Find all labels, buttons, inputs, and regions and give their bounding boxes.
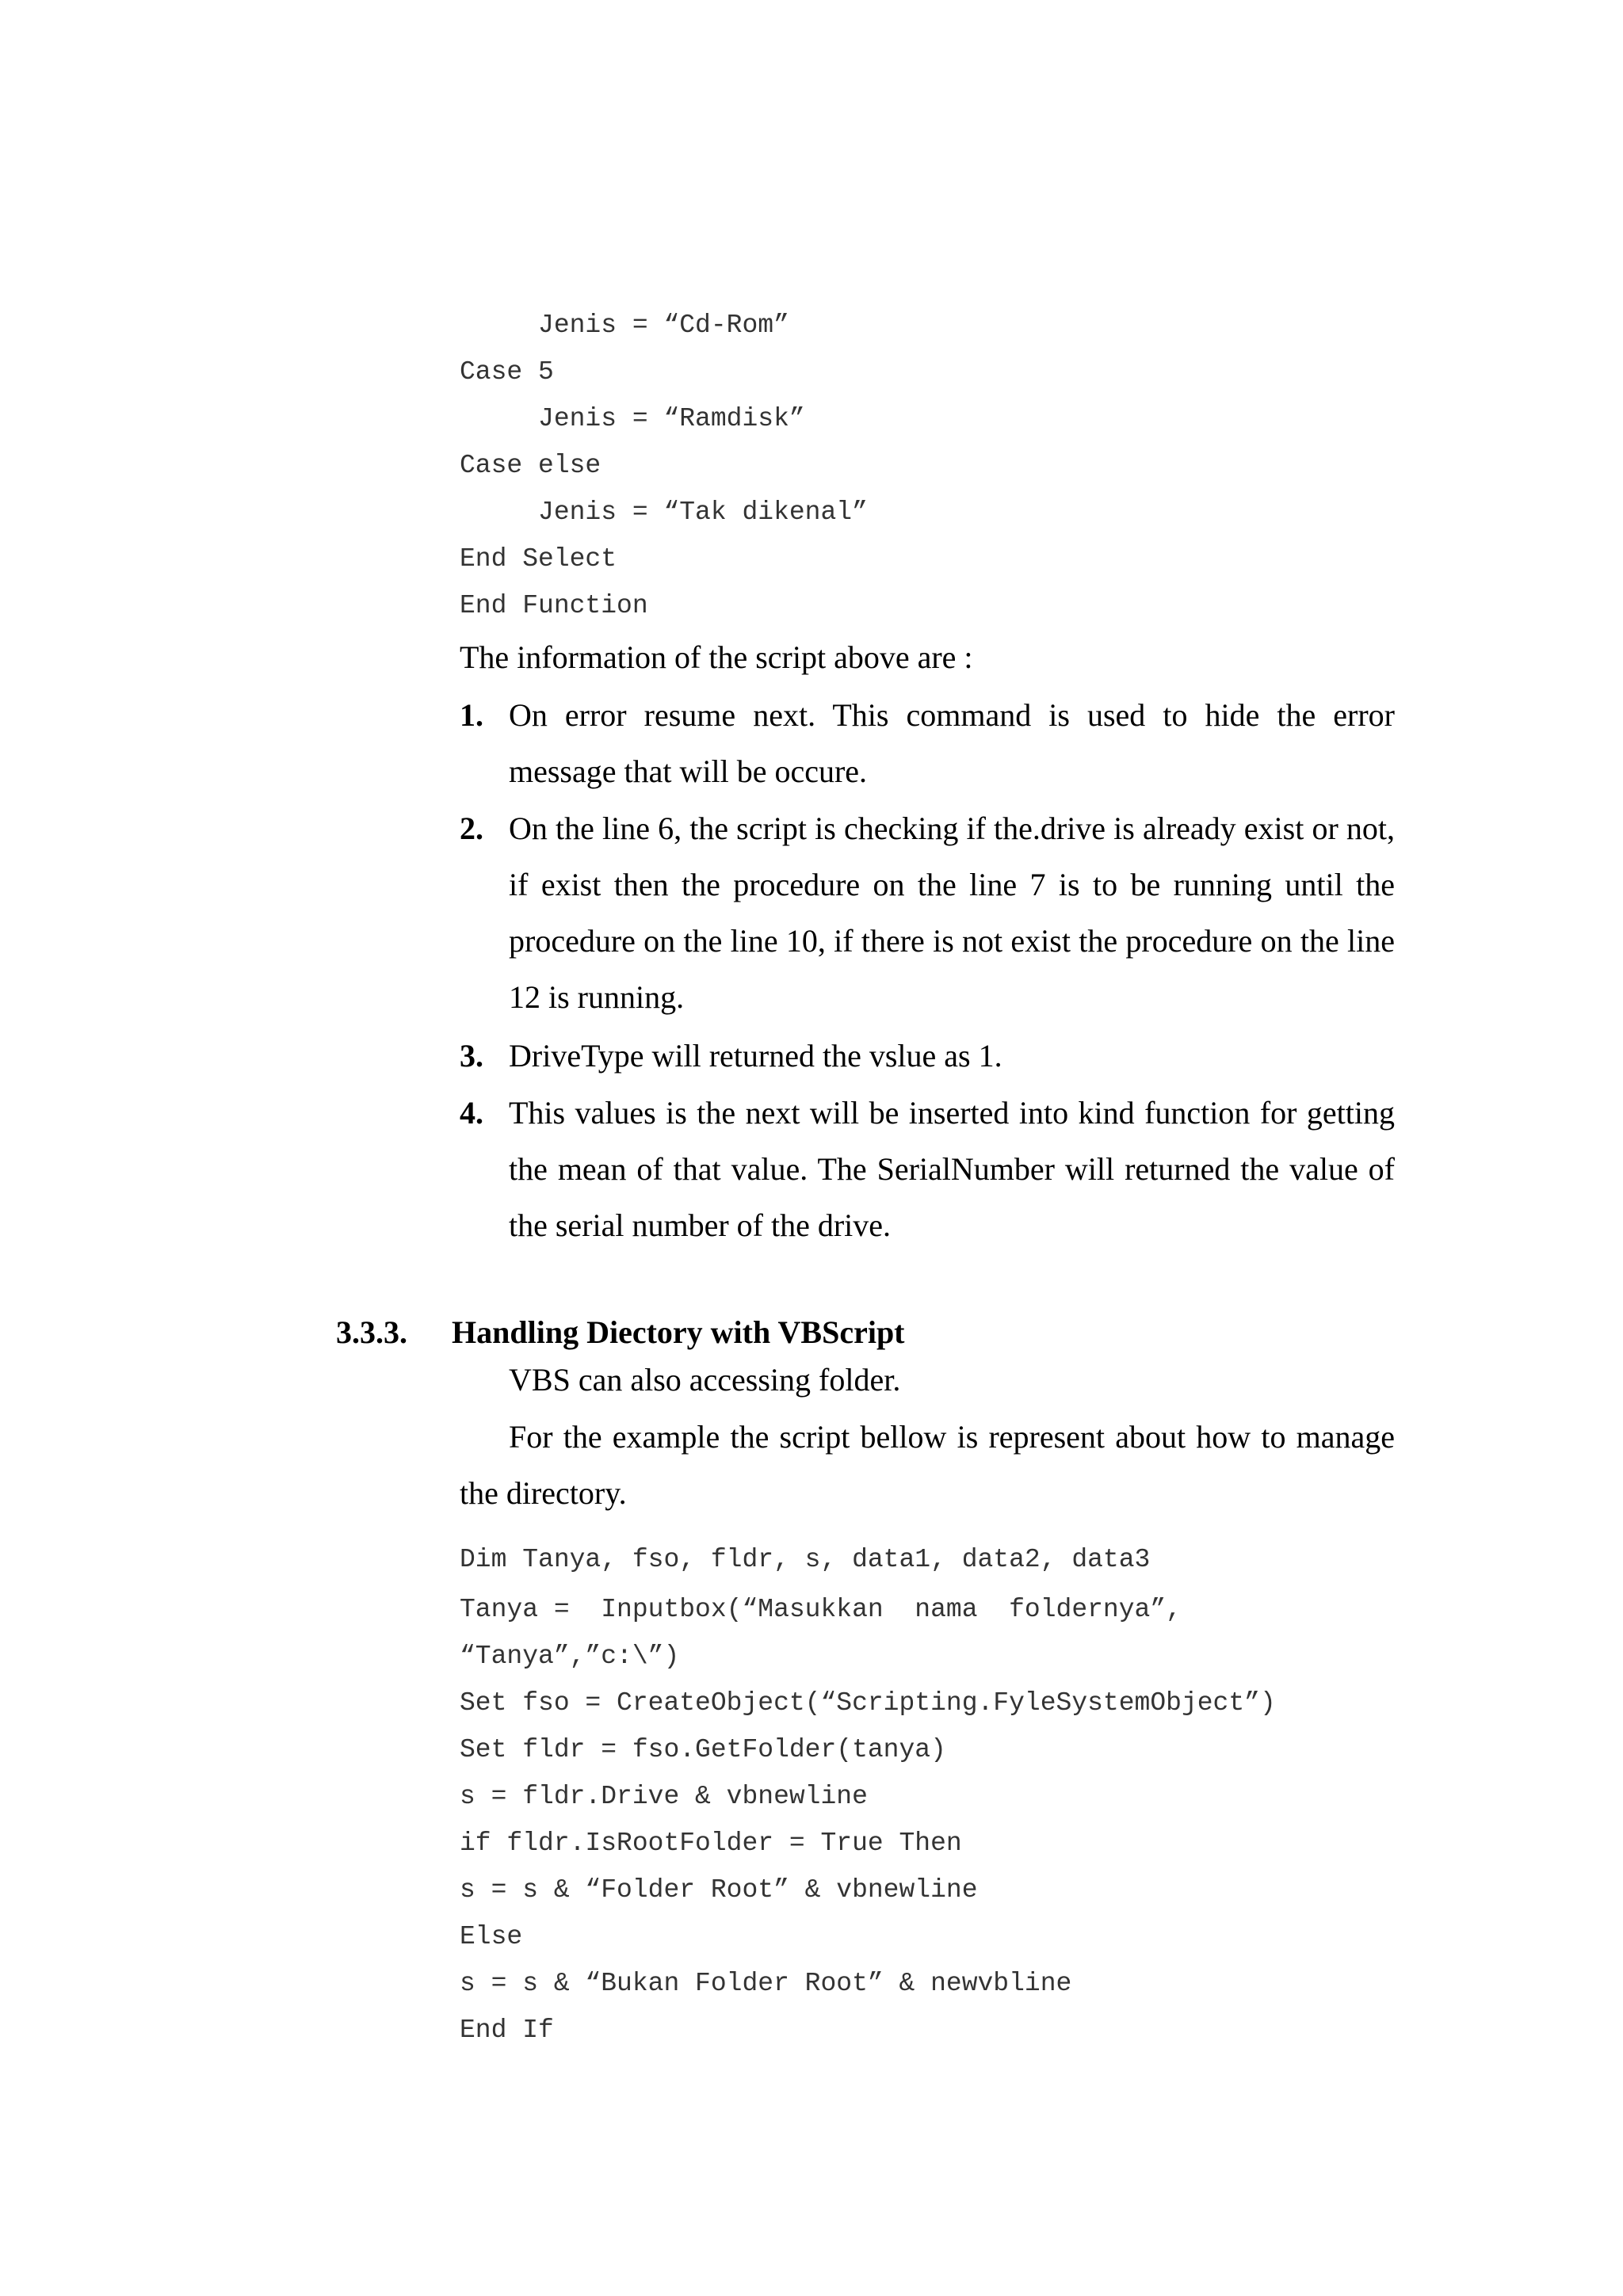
paragraph: For the example the script bellow is represent about how to manage the directory. bbox=[460, 1419, 1395, 1511]
list-number: 3. bbox=[460, 1038, 483, 1074]
code-line: Case else bbox=[460, 451, 601, 480]
list-text: DriveType will returned the vslue as 1. bbox=[509, 1038, 1002, 1074]
code-line: “Tanya”,”c:\”) bbox=[460, 1642, 680, 1671]
code-line: s = fldr.Drive & vbnewline bbox=[460, 1782, 868, 1811]
list-number: 1. bbox=[460, 697, 483, 733]
intro-text: The information of the script above are : bbox=[460, 639, 973, 675]
code-line: End Function bbox=[460, 591, 648, 620]
list-number: 2. bbox=[460, 810, 483, 846]
code-line: End Select bbox=[460, 544, 617, 574]
code-line: Jenis = “Ramdisk” bbox=[460, 404, 805, 433]
section-title: Handling Diectory with VBScript bbox=[452, 1314, 905, 1350]
list-text: On error resume next. This command is used to hide the error message that will be occure. bbox=[509, 697, 1395, 789]
code-line: Jenis = “Tak dikenal” bbox=[460, 498, 868, 527]
list-text: This values is the next will be inserted into kind function for getting the mean of that value. The SerialNumber will returned the value of the serial number of the drive. bbox=[509, 1095, 1395, 1243]
list-text: On the line 6, the script is checking if the.drive is already exist or not, if exist then the procedure on the line 7 is to be running until the procedure on the line 10, if there is not exist the procedure on the line 12 is running. bbox=[509, 810, 1395, 1015]
code-line: s = s & “Folder Root” & vbnewline bbox=[460, 1875, 978, 1905]
code-line: Jenis = “Cd-Rom” bbox=[460, 311, 789, 340]
code-line: Case 5 bbox=[460, 357, 554, 387]
code-line: End If bbox=[460, 2016, 554, 2045]
code-line: Tanya = Inputbox(“Masukkan nama foldernya”, bbox=[460, 1595, 1182, 1624]
code-line: if fldr.IsRootFolder = True Then bbox=[460, 1829, 962, 1858]
code-line: Set fso = CreateObject(“Scripting.FyleSystemObject”) bbox=[460, 1688, 1276, 1718]
code-line: s = s & “Bukan Folder Root” & newvbline bbox=[460, 1969, 1072, 1998]
list-number: 4. bbox=[460, 1095, 483, 1131]
code-line: Set fldr = fso.GetFolder(tanya) bbox=[460, 1735, 946, 1764]
paragraph: VBS can also accessing folder. bbox=[509, 1362, 901, 1398]
code-line: Else bbox=[460, 1922, 523, 1951]
code-line: Dim Tanya, fso, fldr, s, data1, data2, data3 bbox=[460, 1545, 1151, 1574]
section-number: 3.3.3. bbox=[336, 1314, 407, 1350]
